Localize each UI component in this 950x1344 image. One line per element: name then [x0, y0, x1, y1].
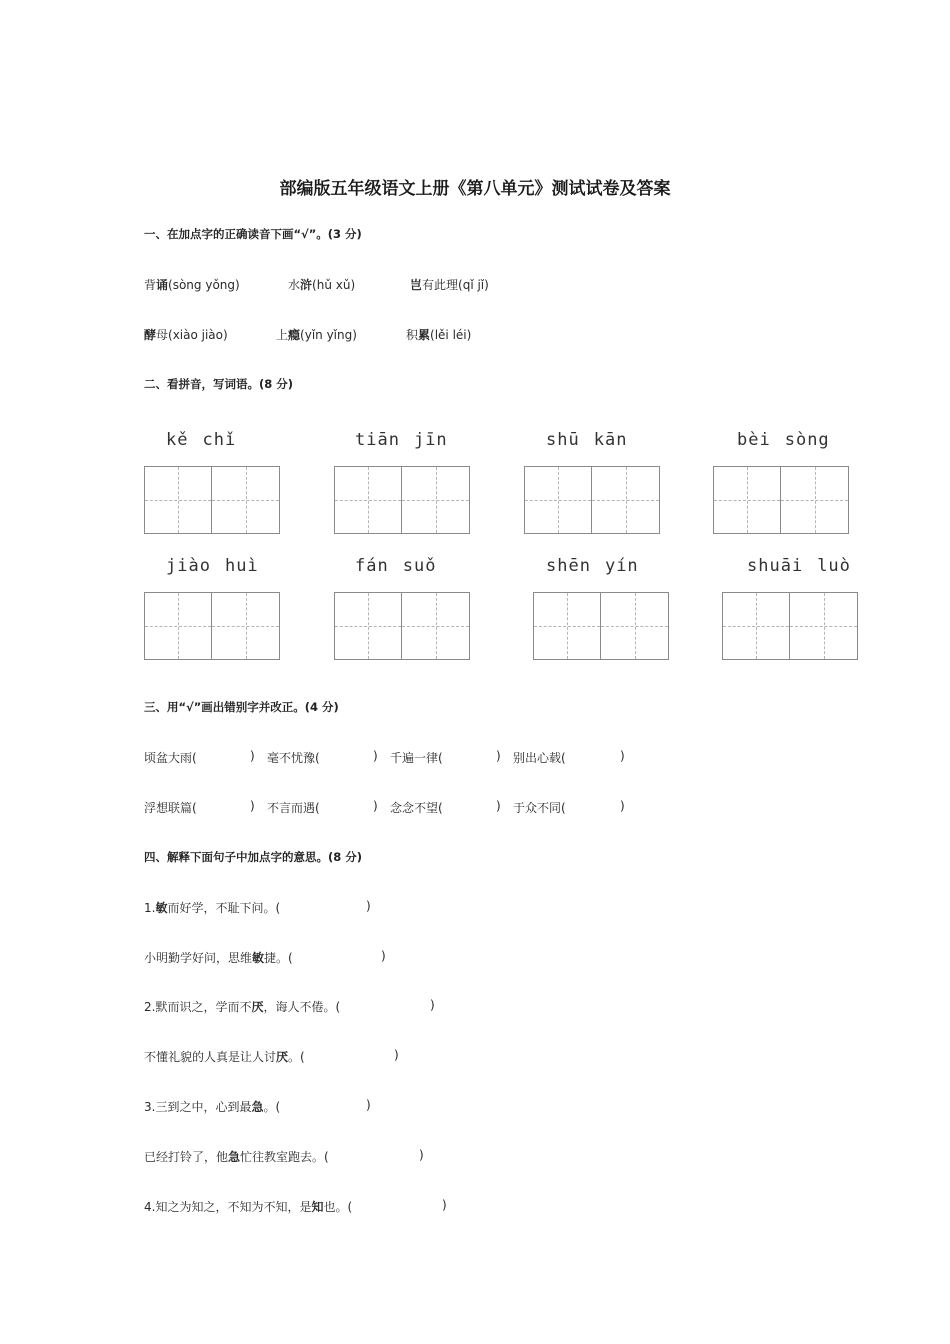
- close-paren: ): [394, 1048, 399, 1062]
- close-paren: ): [419, 1148, 424, 1162]
- close-paren: ): [442, 1198, 447, 1212]
- pinyin-label: fán suǒ: [355, 556, 437, 576]
- close-paren: ): [373, 799, 378, 813]
- writing-grid[interactable]: [524, 466, 662, 536]
- explain-line: 1.敏而好学，不耻下问。(: [144, 901, 281, 915]
- writing-grid[interactable]: [334, 466, 472, 536]
- writing-grid[interactable]: [713, 466, 851, 536]
- explain-line: 2.默而识之，学而不厌，诲人不倦。(: [144, 1000, 341, 1014]
- close-paren: ): [620, 749, 625, 763]
- explain-line: 不懂礼貌的人真是让人讨厌。(: [144, 1050, 305, 1064]
- idiom-item: 念念不望(: [390, 801, 443, 815]
- reading-item: 上瘾(yǐn yǐng): [276, 328, 357, 342]
- close-paren: ): [430, 998, 435, 1012]
- reading-item: 水浒(hǔ xǔ): [288, 278, 356, 292]
- writing-grid[interactable]: [144, 592, 282, 662]
- explain-line: 4.知之为知之，不知为不知，是知也。(: [144, 1200, 353, 1214]
- explain-line: 3.三到之中，心到最急。(: [144, 1100, 281, 1114]
- reading-item: 背诵(sòng yǒng): [144, 278, 240, 292]
- idiom-item: 浮想联篇(: [144, 801, 197, 815]
- close-paren: ): [496, 749, 501, 763]
- close-paren: ): [250, 799, 255, 813]
- idiom-item: 别出心载(: [513, 751, 566, 765]
- close-paren: ): [366, 1098, 371, 1112]
- pinyin-label: tiān jīn: [355, 430, 448, 450]
- close-paren: ): [373, 749, 378, 763]
- writing-grid[interactable]: [334, 592, 472, 662]
- close-paren: ): [250, 749, 255, 763]
- writing-grid[interactable]: [533, 592, 671, 662]
- reading-item: 积累(lěi léi): [406, 328, 472, 342]
- pinyin-label: bèi sòng: [737, 430, 830, 450]
- reading-item: 酵母(xiào jiào): [144, 328, 228, 342]
- pinyin-label: shuāi luò: [747, 556, 851, 576]
- pinyin-label: shū kān: [546, 430, 628, 450]
- explain-line: 已经打铃了，他急忙往教室跑去。(: [144, 1150, 329, 1164]
- pinyin-label: shēn yín: [546, 556, 639, 576]
- idiom-item: 毫不忧豫(: [267, 751, 320, 765]
- idiom-item: 于众不同(: [513, 801, 566, 815]
- reading-item: 岂有此理(qǐ jǐ): [410, 278, 489, 292]
- section3-heading: 三、用“√”画出错别字并改正。(4 分): [144, 700, 339, 714]
- section1-heading: 一、在加点字的正确读音下画“√”。(3 分): [144, 227, 362, 241]
- explain-line: 小明勤学好问，思维敏捷。(: [144, 951, 293, 965]
- pinyin-label: kě chǐ: [166, 430, 237, 450]
- idiom-item: 千遍一律(: [390, 751, 443, 765]
- close-paren: ): [381, 949, 386, 963]
- idiom-item: 不言而遇(: [267, 801, 320, 815]
- section2-heading: 二、看拼音，写词语。(8 分): [144, 377, 294, 391]
- page-title: 部编版五年级语文上册《第八单元》测试试卷及答案: [279, 179, 671, 199]
- section4-heading: 四、解释下面句子中加点字的意思。(8 分): [144, 850, 363, 864]
- idiom-item: 顷盆大雨(: [144, 751, 197, 765]
- close-paren: ): [496, 799, 501, 813]
- close-paren: ): [620, 799, 625, 813]
- pinyin-label: jiào huì: [166, 556, 259, 576]
- writing-grid[interactable]: [144, 466, 282, 536]
- close-paren: ): [366, 899, 371, 913]
- writing-grid[interactable]: [722, 592, 860, 662]
